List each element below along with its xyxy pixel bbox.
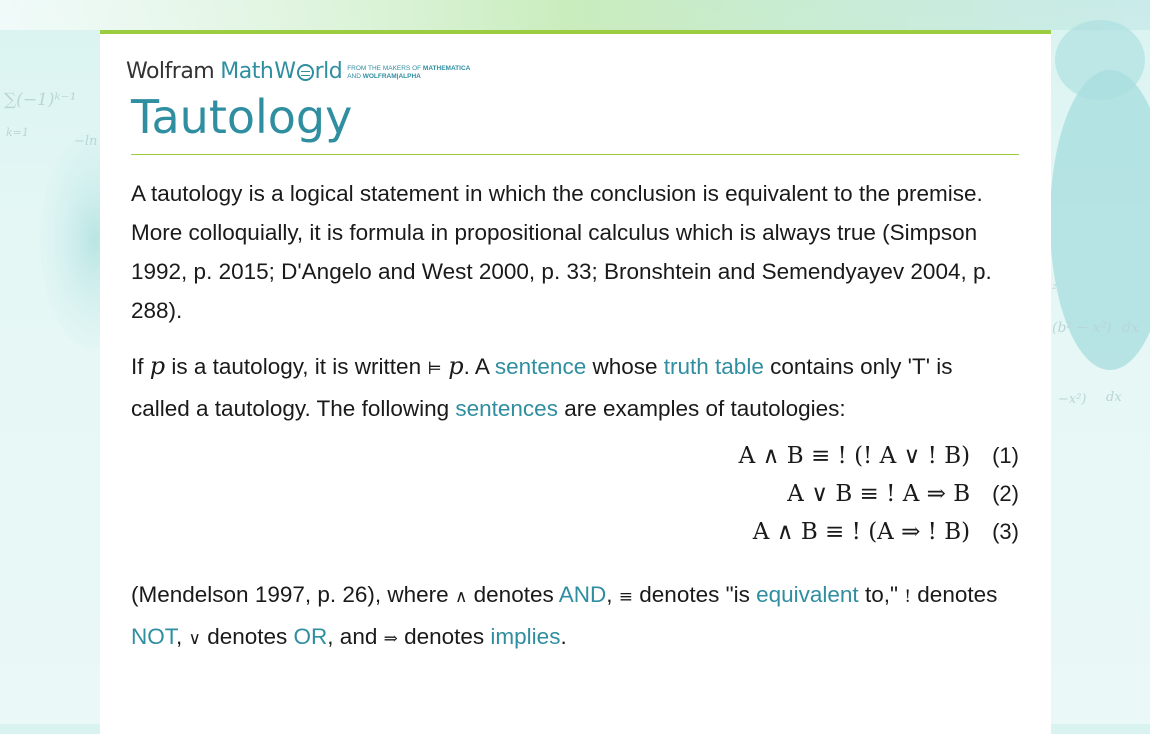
link-sentences[interactable]: sentences <box>455 396 558 421</box>
equation-expr: A ∧ B ≡ ! (A ⇒ ! B) <box>752 519 971 545</box>
equation-expr: A ∨ B ≡ ! A ⇒ B <box>787 481 971 507</box>
bg-math-index: k=1 <box>6 126 29 139</box>
bg-math-5: dx <box>1106 390 1122 405</box>
equation-3 <box>753 515 1019 549</box>
title-divider <box>131 154 1019 155</box>
link-or[interactable]: OR <box>293 624 328 649</box>
link-equivalent[interactable]: equivalent <box>756 582 859 607</box>
logo-mathworld-text: Math W rld <box>220 59 343 84</box>
equation-2 <box>787 477 1019 511</box>
bg-math-4: −x²) <box>1058 392 1087 407</box>
equation-number: (3) <box>992 519 1019 544</box>
equation-1 <box>739 439 1019 473</box>
logo-rld-text: rld <box>314 59 343 84</box>
and-symbol: ∧ <box>454 587 468 607</box>
bg-math-ln: −ln <box>74 134 98 149</box>
bg-math-sum: ∑(−1)ᵏ⁻¹ <box>4 90 77 110</box>
article-panel <box>100 30 1051 734</box>
bg-math-3: ² <box>1052 282 1057 296</box>
definition-paragraph: If p is a tautology, it is written ⊨ p. A sentence whose truth table contains only 'T' is called a tautology. The following sentences are examples of tautologies: <box>131 352 953 421</box>
intro-paragraph: A tautology is a logical statement in which the conclusion is equivalent to the premise. More colloquially, it is formula in propositional calculus which is always true (Simpson 1992, p. 2015; D'Angelo and West 2000, p. 33; Bronshtein and Semendyayev 2004, p. 288). <box>131 181 992 323</box>
equation-number: (2) <box>992 481 1019 506</box>
mathworld-logo[interactable] <box>126 59 470 84</box>
equation-expr: A ∧ B ≡ ! (! A ∨ ! B) <box>738 443 971 469</box>
equiv-symbol: ≡ <box>618 587 634 607</box>
symbols-paragraph: (Mendelson 1997, p. 26), where ∧ denotes AND, ≡ denotes "is equivalent to," ! denotes NOT, ∨ denotes OR, and ⇒ denotes implies. <box>131 582 998 649</box>
link-sentence[interactable]: sentence <box>494 354 587 379</box>
logo-wolfram-text: Wolfram <box>126 59 215 84</box>
or-symbol: ∨ <box>188 629 201 649</box>
logo-tagline: FROM THE MAKERS OF MATHEMATICA AND WOLFRAM|ALPHA <box>347 65 471 80</box>
globe-icon <box>297 64 314 81</box>
link-truth-table[interactable]: truth table <box>663 354 764 379</box>
turnstile-symbol: ⊨ <box>427 359 442 379</box>
link-and[interactable]: AND <box>558 582 607 607</box>
equation-number: (1) <box>992 443 1019 468</box>
link-implies[interactable]: implies <box>490 624 561 649</box>
bg-math-1: (b² − x²) <box>1052 320 1112 336</box>
not-symbol: ! <box>904 587 912 607</box>
implies-symbol: ⇒ <box>383 629 398 649</box>
var-p: p <box>149 352 166 380</box>
logo-math-text: Math <box>220 59 274 84</box>
bg-math-2: dx <box>1122 320 1139 336</box>
link-not[interactable]: NOT <box>131 624 176 649</box>
page-title: Tautology <box>131 90 353 144</box>
